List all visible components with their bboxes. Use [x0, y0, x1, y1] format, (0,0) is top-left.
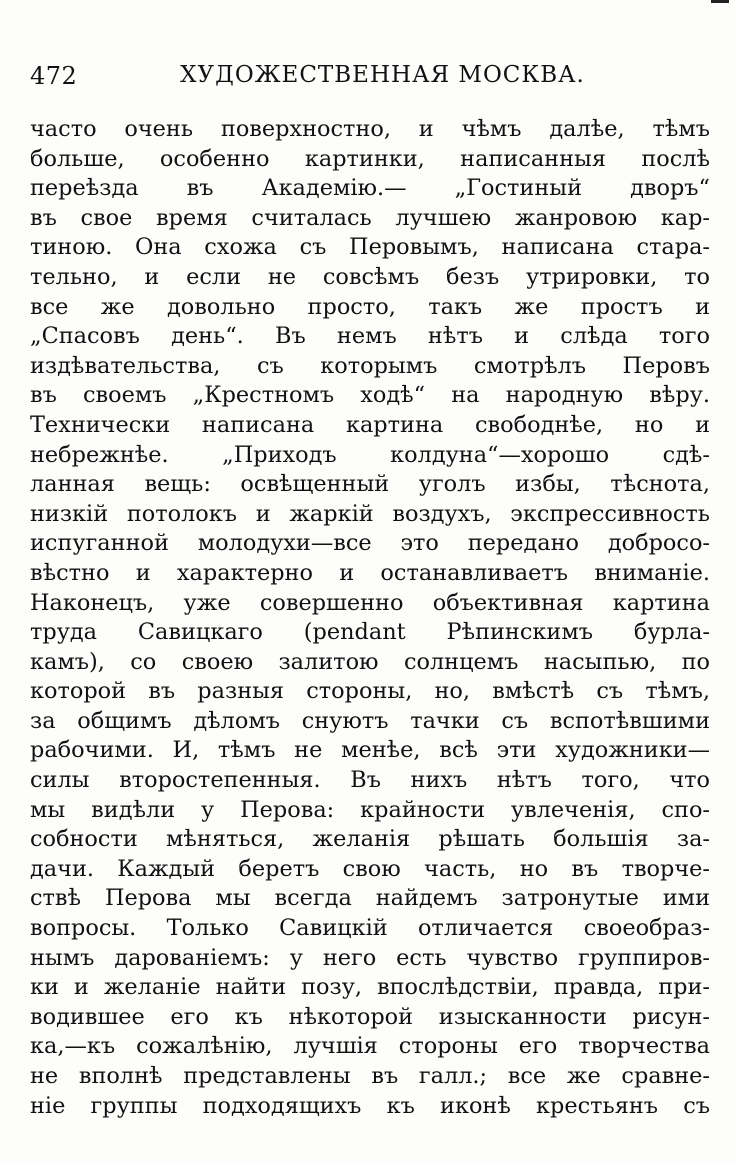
- text-line: силы второстепенныя. Въ нихъ нѣтъ того, что: [30, 767, 710, 794]
- body-text: [30, 115, 710, 1121]
- text-line: нымъ дарованіемъ: у него есть чувство группиров-: [30, 944, 710, 971]
- text-line: камъ), со своею залитою солнцемъ насыпью, по: [30, 648, 710, 675]
- text-line: въ своемъ „Крестномъ ходѣ“ на народную вѣру.: [30, 382, 710, 409]
- text-line: Наконецъ, уже совершенно объективная картина: [30, 589, 710, 616]
- text-line: переѣзда въ Академію.— „Гостиный дворъ“: [30, 175, 710, 202]
- text-line: часто очень поверхностно, и чѣмъ далѣе, тѣмъ: [30, 116, 710, 142]
- text-line: труда Савицкаго (pendant Рѣпинскимъ бурла-: [30, 619, 710, 646]
- text-line: ки и желаніе найти позу, впослѣдствіи, правда, при-: [30, 974, 710, 1001]
- text-line: Технически написана картина свободнѣе, но и: [30, 411, 710, 438]
- page-header: [30, 62, 705, 98]
- text-line: низкій потолокъ и жаркій воздухъ, экспрессивность: [30, 500, 710, 527]
- page-number: 472: [30, 62, 78, 90]
- text-line: тиною. Она схожа съ Перовымъ, написана стара-: [30, 234, 710, 261]
- text-line: „Спасовъ день“. Въ немъ нѣтъ и слѣда того: [30, 323, 710, 350]
- text-line: издѣвательства, съ которымъ смотрѣлъ Перовъ: [30, 352, 710, 379]
- scan-corner-mark: [711, 0, 729, 11]
- text-line: за общимъ дѣломъ снуютъ тачки съ вспотѣвшими: [30, 707, 710, 734]
- text-line: въ свое время считалась лучшею жанровою кар-: [30, 204, 710, 231]
- text-line: ствѣ Перова мы всегда найдемъ затронутые ими: [30, 885, 710, 912]
- text-line: тельно, и если не совсѣмъ безъ утрировки, то: [30, 263, 710, 290]
- text-line: не вполнѣ представлены въ галл.; все же сравне-: [30, 1063, 710, 1089]
- text-line: собности мѣняться, желанія рѣшать большія за-: [30, 826, 710, 853]
- text-line: ніе группы подходящихъ къ иконѣ крестьянъ съ: [30, 1092, 710, 1119]
- text-line: мы видѣли у Перова: крайности увлеченія, спо-: [30, 796, 710, 823]
- text-line: все же довольно просто, такъ же простъ и: [30, 293, 710, 320]
- text-line: ланная вещь: освѣщенный уголъ избы, тѣснота,: [30, 471, 710, 498]
- text-line: водившее его къ нѣкоторой изысканности рисун-: [30, 1003, 710, 1030]
- text-line: дачи. Каждый беретъ свою часть, но въ творче-: [30, 855, 710, 882]
- text-line: которой въ разныя стороны, но, вмѣстѣ съ тѣмъ,: [30, 678, 710, 705]
- text-line: больше, особенно картинки, написанныя послѣ: [30, 145, 710, 172]
- text-line: испуганной молодухи—все это передано добросо-: [30, 530, 710, 557]
- text-line: рабочими. И, тѣмъ не менѣе, всѣ эти художники—: [30, 737, 710, 764]
- text-line: небрежнѣе. „Приходъ колдуна“—хорошо сдѣ-: [30, 441, 710, 468]
- text-line: ка,—къ сожалѣнію, лучшія стороны его творчества: [30, 1033, 710, 1060]
- text-line: вопросы. Только Савицкій отличается своеобраз-: [30, 915, 710, 942]
- running-title: ХУДОЖЕСТВЕННАЯ МОСКВА.: [180, 62, 585, 88]
- text-line: вѣстно и характерно и останавливаетъ вниманіе.: [30, 559, 710, 586]
